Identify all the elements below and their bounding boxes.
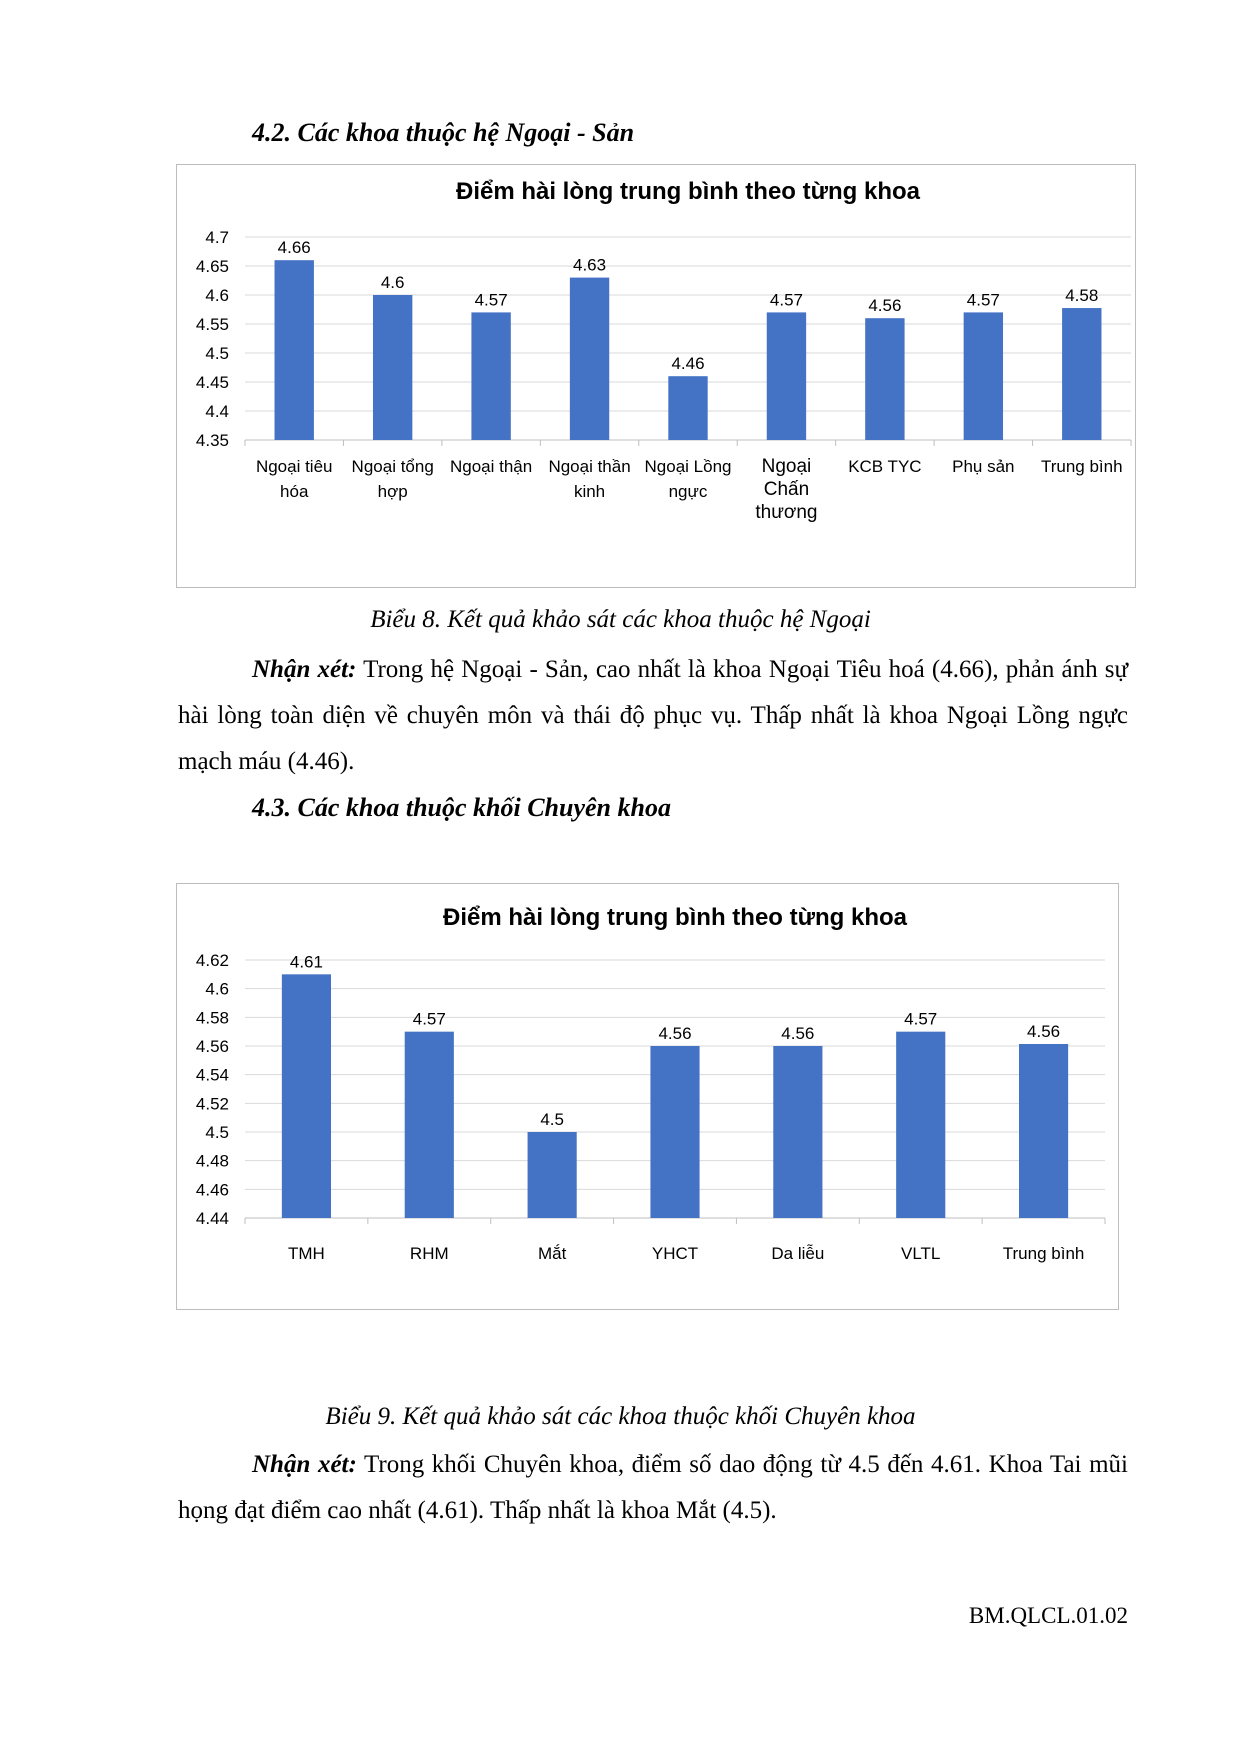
data-label: 4.61 xyxy=(289,952,323,972)
y-tick-label: 4.54 xyxy=(195,1065,229,1085)
bar xyxy=(650,1046,699,1218)
y-tick-label: 4.7 xyxy=(205,228,229,247)
bar xyxy=(773,1046,822,1218)
y-tick-label: 4.48 xyxy=(195,1151,229,1171)
comment-ngoai-san xyxy=(178,647,1128,785)
x-tick-label: Ngoại thận xyxy=(449,457,533,476)
bar xyxy=(373,295,412,440)
chart-chuyen-khoa-svg xyxy=(177,884,1118,1309)
caption-bieu-9: Biểu 9. Kết quả khảo sát các khoa thuộc khối Chuyên khoa xyxy=(325,1403,916,1430)
x-tick-label: hóa xyxy=(280,482,309,501)
data-label: 4.57 xyxy=(904,1009,938,1029)
document-code: BM.QLCL.01.02 xyxy=(968,1603,1128,1628)
data-label: 4.6 xyxy=(380,273,405,292)
chart-title: Điểm hài lòng trung bình theo từng khoa xyxy=(442,904,908,931)
y-tick-label: 4.58 xyxy=(195,1008,229,1028)
bar xyxy=(528,1132,577,1218)
data-label: 4.56 xyxy=(1027,1021,1061,1041)
x-tick-label: VLTL xyxy=(901,1244,941,1263)
y-tick-label: 4.35 xyxy=(195,431,229,450)
data-label: 4.56 xyxy=(781,1024,815,1043)
data-label: 4.66 xyxy=(277,238,311,258)
bar xyxy=(896,1032,945,1218)
data-label: 4.58 xyxy=(1065,286,1099,306)
bar xyxy=(668,376,707,440)
data-label: 4.57 xyxy=(769,290,803,310)
chart-ngoai-san xyxy=(176,164,1136,588)
comment-lead: Nhận xét: xyxy=(252,656,357,683)
x-tick-label: kinh xyxy=(573,482,606,501)
x-tick-label: TMH xyxy=(288,1244,325,1263)
y-tick-label: 4.55 xyxy=(195,315,229,334)
chart-ngoai-san-svg xyxy=(177,165,1135,587)
section-heading-4-2: 4.2. Các khoa thuộc hệ Ngoại - Sản xyxy=(252,118,635,147)
y-tick-label: 4.5 xyxy=(205,1123,229,1142)
comment-text: Trong hệ Ngoại - Sản, cao nhất là khoa Ngoại Tiêu hoá (4.66), phản ánh sự hài lòng toàn diện về chuyên môn và thái độ phục vụ. Thấp nhất là khoa Ngoại Lồng ngực mạch máu (4.46). xyxy=(178,656,1129,775)
bar xyxy=(471,312,510,440)
y-tick-label: 4.65 xyxy=(195,257,229,276)
x-tick-label: ngực xyxy=(668,482,708,501)
bar xyxy=(964,312,1003,440)
chart-title: Điểm hài lòng trung bình theo từng khoa xyxy=(455,178,921,205)
x-tick-label: hợp xyxy=(377,482,408,501)
x-tick-label: thương xyxy=(755,502,818,523)
y-tick-label: 4.46 xyxy=(195,1180,229,1200)
y-tick-label: 4.52 xyxy=(195,1094,229,1114)
comment-chuyen-khoa xyxy=(178,1442,1128,1534)
comment-text: Trong khối Chuyên khoa, điểm số dao động từ 4.5 đến 4.61. Khoa Tai mũi họng đạt điểm cao nhất (4.61). Thấp nhất là khoa Mắt (4.5). xyxy=(178,1451,1128,1524)
data-label: 4.5 xyxy=(540,1110,564,1129)
x-tick-label: Ngoại xyxy=(761,456,812,477)
x-tick-label: Trung bình xyxy=(1002,1244,1085,1263)
x-tick-label: KCB TYC xyxy=(848,457,922,476)
x-tick-label: RHM xyxy=(409,1244,449,1263)
section-heading-4-3: 4.3. Các khoa thuộc khối Chuyên khoa xyxy=(252,793,671,822)
y-tick-label: 4.44 xyxy=(195,1209,229,1228)
data-label: 4.56 xyxy=(868,296,902,316)
data-label: 4.57 xyxy=(412,1009,446,1029)
x-tick-label: Trung bình xyxy=(1040,457,1123,476)
x-tick-label: Da liễu xyxy=(771,1244,825,1263)
x-tick-label: Ngoại thần xyxy=(548,457,631,476)
data-label: 4.56 xyxy=(658,1024,692,1043)
y-tick-label: 4.6 xyxy=(205,979,229,999)
x-tick-label: Mắt xyxy=(537,1244,567,1263)
y-tick-label: 4.45 xyxy=(195,373,229,392)
bar xyxy=(1062,308,1101,440)
bar xyxy=(570,278,609,440)
y-tick-label: 4.4 xyxy=(205,402,229,421)
x-tick-label: YHCT xyxy=(651,1244,699,1263)
data-label: 4.57 xyxy=(966,290,1000,310)
comment-lead: Nhận xét: xyxy=(252,1451,357,1478)
x-tick-label: Ngoại Lồng xyxy=(644,457,732,476)
x-tick-label: Chấn xyxy=(763,479,810,500)
caption-bieu-8: Biểu 8. Kết quả khảo sát các khoa thuộc hệ Ngoại xyxy=(370,606,871,633)
x-tick-label: Ngoại tổng xyxy=(351,457,434,476)
data-label: 4.57 xyxy=(474,290,508,310)
y-tick-label: 4.62 xyxy=(195,951,229,970)
bar xyxy=(767,312,806,440)
bar xyxy=(1019,1044,1068,1218)
y-tick-label: 4.6 xyxy=(205,286,229,305)
chart-chuyen-khoa xyxy=(176,883,1119,1310)
x-tick-label: Phụ sản xyxy=(952,457,1015,476)
bar xyxy=(405,1032,454,1218)
data-label: 4.63 xyxy=(573,255,607,275)
bar xyxy=(282,974,331,1218)
bar xyxy=(865,318,904,440)
y-tick-label: 4.5 xyxy=(205,344,229,363)
bar xyxy=(275,260,314,440)
x-tick-label: Ngoại tiêu xyxy=(255,457,333,476)
y-tick-label: 4.56 xyxy=(195,1037,229,1056)
data-label: 4.46 xyxy=(671,354,705,374)
